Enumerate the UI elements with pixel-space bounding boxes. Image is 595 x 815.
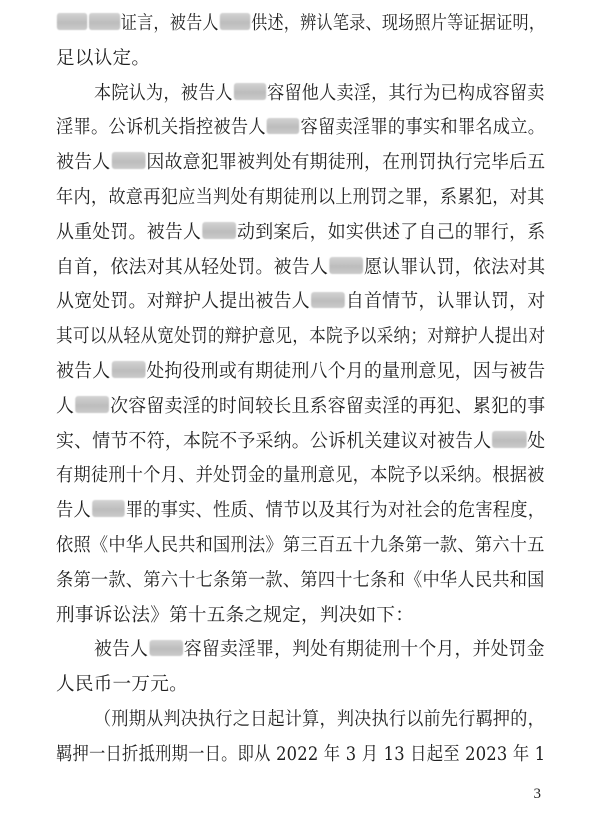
text-segment: 被告人 xyxy=(56,361,111,382)
redacted-name xyxy=(111,152,145,169)
redacted-name xyxy=(57,13,88,30)
text-line xyxy=(56,47,150,71)
redacted-name xyxy=(202,222,236,239)
text-segment: 被告人 xyxy=(94,639,149,661)
text-segment: 罪的事实、性质、情节以及其行为对社会的危害程度， xyxy=(125,500,546,522)
text-segment: 因故意犯罪被判处有期徒刑，在刑罚执行完毕后五 xyxy=(146,152,546,174)
text-line xyxy=(56,256,545,280)
text-segment: 处拘役刑或有期徒刑八个月的量刑意见，因与被告 xyxy=(146,361,546,382)
text-segment: 实、情节不符，本院不予采纳。公诉机关建议对被告人 xyxy=(56,430,492,452)
text-line xyxy=(56,360,545,384)
text-line xyxy=(56,604,414,628)
text-segment: 次容留卖淫的时间较长且系容留卖淫的再犯、累犯的事 xyxy=(110,395,546,417)
text-segment: 其可以从轻从宽处罚的辩护意见，本院予以采纳；对辩护人提出对 xyxy=(56,326,546,348)
text-line xyxy=(56,325,545,349)
text-line xyxy=(56,534,545,558)
text-segment: 淫罪。公诉机关指控被告人 xyxy=(56,117,266,139)
text-segment: 供述，辨认笔录、现场照片等证据证明， xyxy=(251,13,546,34)
text-line xyxy=(56,151,545,175)
text-line xyxy=(56,499,545,523)
text-segment: 年内，故意再犯应当判处有期徒刑以上刑罚之罪，系累犯，对其 xyxy=(56,187,545,208)
text-segment: 被告人 xyxy=(56,152,111,174)
text-line xyxy=(56,569,545,593)
text-line xyxy=(94,638,545,662)
redacted-name xyxy=(111,361,145,378)
text-segment: 足以认定。 xyxy=(56,47,151,69)
text-segment: （刑期从判决执行之日起计算，判决执行以前先行羁押的， xyxy=(94,709,545,730)
text-segment: 处 xyxy=(527,430,546,452)
text-line xyxy=(56,464,545,488)
redacted-name xyxy=(92,500,125,517)
redacted-name xyxy=(267,118,300,135)
redacted-name xyxy=(329,257,363,274)
page-number: 3 xyxy=(533,786,541,802)
text-segment: 从宽处罚。对辩护人提出被告人 xyxy=(56,291,310,313)
text-segment: 告人 xyxy=(56,500,91,522)
text-segment: 愿认罪认罚，依法对其 xyxy=(364,256,546,278)
text-line xyxy=(56,221,545,245)
text-segment: 证言，被告人 xyxy=(120,13,219,34)
text-segment: 本院认为，被告人 xyxy=(94,82,233,104)
redacted-name xyxy=(149,640,183,657)
text-line xyxy=(56,290,545,314)
text-segment: 容留卖淫罪，判处有期徒刑十个月，并处罚金 xyxy=(183,639,545,661)
text-line xyxy=(56,116,545,140)
redacted-name xyxy=(234,83,267,100)
redacted-name xyxy=(220,13,251,30)
text-line xyxy=(56,12,545,36)
text-line xyxy=(56,186,545,210)
text-line xyxy=(94,708,545,732)
text-segment: 羁押一日折抵刑期一日。即从 2022 年 3 月 13 日起至 2023 年 1 xyxy=(56,743,546,765)
text-segment: 从重处罚。被告人 xyxy=(56,221,202,243)
text-segment: 条第一款、第六十七条第一款、第四十七条和《中华人民共和国 xyxy=(56,569,545,591)
text-segment: 人民币一万元。 xyxy=(56,674,188,696)
text-segment: 容留他人卖淫，其行为已构成容留卖 xyxy=(267,82,545,104)
text-line xyxy=(56,743,545,767)
redacted-name xyxy=(492,431,526,448)
text-segment: 依照《中华人民共和国刑法》第三百五十九条第一款、第六十五 xyxy=(56,535,545,556)
text-segment: 人 xyxy=(56,395,75,417)
text-segment: 容留卖淫罪的事实和罪名成立。 xyxy=(300,117,546,139)
text-segment: 自首，依法对其从轻处罚。被告人 xyxy=(56,256,329,278)
redacted-name xyxy=(311,292,345,309)
text-segment: 自首情节，认罪认罚，对 xyxy=(345,291,546,313)
text-segment: 动到案后，如实供述了自己的罪行，系 xyxy=(237,221,546,243)
text-line xyxy=(56,673,188,697)
text-segment: 有期徒刑十个月、并处罚金的量刑意见，本院予以采纳。根据被 xyxy=(56,465,545,487)
text-line xyxy=(94,82,545,106)
redacted-name xyxy=(75,396,109,413)
redacted-name xyxy=(89,13,120,30)
text-line xyxy=(56,430,545,454)
text-segment: 刑事诉讼法》第十五条之规定，判决如下： xyxy=(56,604,415,626)
text-line xyxy=(56,395,545,419)
